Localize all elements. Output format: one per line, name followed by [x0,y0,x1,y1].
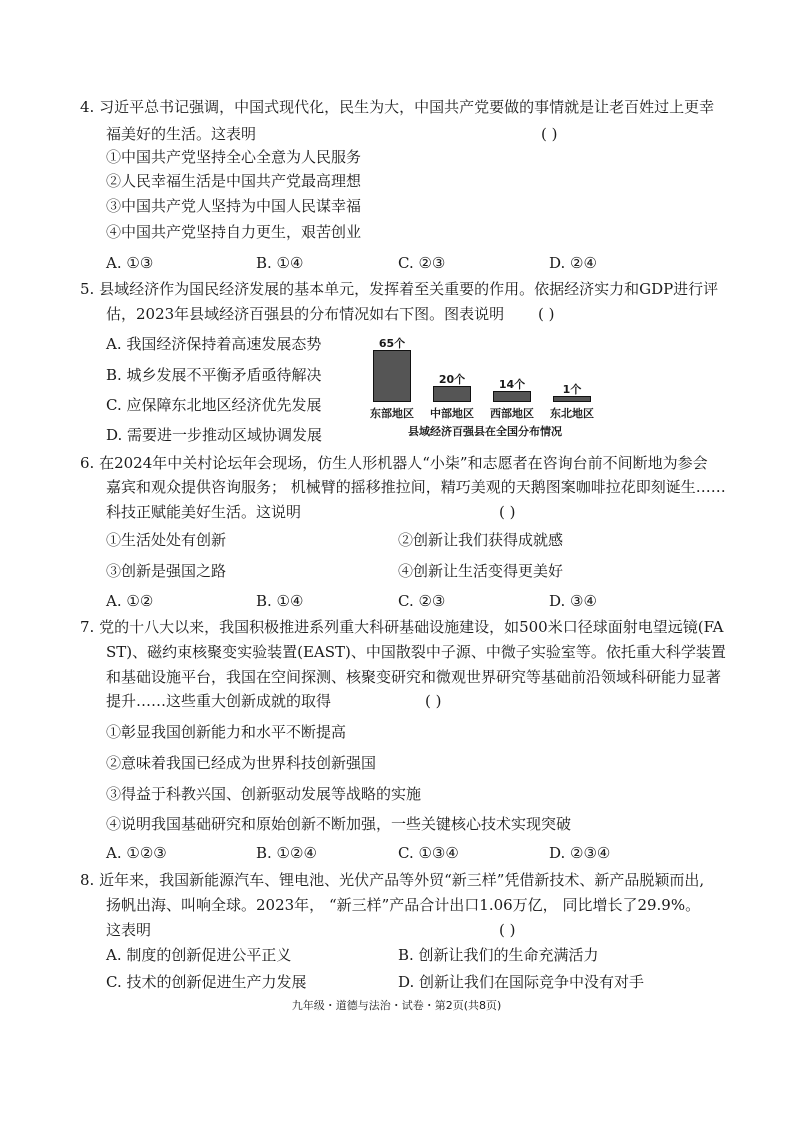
chart-value-label-3: 14个 [498,378,526,391]
q6-option-c[interactable]: C. ②③ [398,592,446,610]
chart-value-label-2: 20个 [438,373,466,386]
q7-option-d[interactable]: D. ②③④ [549,844,611,862]
q4-item-2: ②人民幸福生活是中国共产党最高理想 [106,172,362,190]
q4-option-d[interactable]: D. ②④ [549,254,597,272]
q7-item-3: ③得益于科教兴国、创新驱动发展等战略的实施 [106,785,422,803]
q7-stem-line3: 和基础设施平台，我国在空间探测、核聚变研究和微观世界研究等基础前沿领域科研能力显著 [106,668,722,686]
q8-option-a[interactable]: A. 制度的创新促进公平正义 [106,946,292,964]
q5-option-a[interactable]: A. 我国经济保持着高速发展态势 [106,335,322,353]
page-footer: 九年级・道德与法治・试卷・第2页(共8页) [291,999,502,1012]
q6-option-a[interactable]: A. ①② [106,592,154,610]
q4-item-4: ④中国共产党坚持自力更生，艰苦创业 [106,223,362,241]
q4-answer-paren[interactable]: ( ) [541,125,558,143]
q7-item-1: ①彰显我国创新能力和水平不断提高 [106,723,347,741]
q5-answer-paren[interactable]: ( ) [538,305,555,323]
q4-item-1: ①中国共产党坚持全心全意为人民服务 [106,148,362,166]
q4-item-3: ③中国共产党人坚持为中国人民谋幸福 [106,197,362,215]
q6-answer-paren[interactable]: ( ) [499,503,516,521]
q6-option-d[interactable]: D. ③④ [549,592,597,610]
chart-title: 县域经济百强县在全国分布情况 [408,425,562,438]
q4-option-a[interactable]: A. ①③ [106,254,154,272]
q4-stem-line1: 4. 习近平总书记强调，中国式现代化，民生为大，中国共产党要做的事情就是让老百姓过上更幸 [80,98,715,116]
q5-stem-line1: 5. 县域经济作为国民经济发展的基本单元，发挥着至关重要的作用。依据经济实力和GDP进行评 [80,280,719,298]
q6-option-b[interactable]: B. ①④ [256,592,304,610]
chart-value-label-1: 65个 [378,337,406,350]
q5-stem-line2: 估，2023年县域经济百强县的分布情况如右下图。图表说明 [106,305,505,323]
q5-option-c[interactable]: C. 应保障东北地区经济优先发展 [106,396,322,414]
county-economy-bar-chart [364,336,604,446]
q4-option-c[interactable]: C. ②③ [398,254,446,272]
q8-option-d[interactable]: D. 创新让我们在国际竞争中没有对手 [398,973,645,991]
chart-bar-3 [493,391,531,402]
q8-option-c[interactable]: C. 技术的创新促进生产力发展 [106,973,307,991]
q7-option-b[interactable]: B. ①②④ [256,844,317,862]
chart-bar-2 [433,386,471,402]
q8-stem-line3: 这表明 [106,921,152,939]
q6-item-4: ④创新让生活变得更美好 [398,562,564,580]
q7-stem-line1: 7. 党的十八大以来，我国积极推进系列重大科研基础设施建设，如500米口径球面射电望远镜(FA [80,618,724,636]
q6-item-2: ②创新让我们获得成就感 [398,531,564,549]
q7-item-4: ④说明我国基础研究和原始创新不断加强，一些关键核心技术实现突破 [106,815,572,833]
q4-option-b[interactable]: B. ①④ [256,254,304,272]
q6-item-3: ③创新是强国之路 [106,562,227,580]
q5-option-b[interactable]: B. 城乡发展不平衡矛盾亟待解决 [106,366,322,384]
q8-answer-paren[interactable]: ( ) [499,921,516,939]
chart-category-label-4: 东北地区 [550,407,594,420]
q6-stem-line2: 嘉宾和观众提供咨询服务； 机械臂的摇移推拉间，精巧美观的天鹅图案咖啡拉花即刻诞生…… [106,478,726,496]
chart-category-label-1: 东部地区 [370,407,414,420]
q7-option-a[interactable]: A. ①②③ [106,844,167,862]
chart-category-label-3: 西部地区 [490,407,534,420]
q7-stem-line2: ST)、磁约束核聚变实验装置(EAST)、中国散裂中子源、中微子实验室等。依托重大科学装置 [106,643,726,661]
q7-answer-paren[interactable]: ( ) [425,692,442,710]
q7-item-2: ②意味着我国已经成为世界科技创新强国 [106,754,377,772]
q8-stem-line1: 8. 近年来，我国新能源汽车、锂电池、光伏产品等外贸“新三样”凭借新技术、新产品脱颖而出, [80,871,705,889]
q4-stem-line2: 福美好的生活。这表明 [106,125,257,143]
q8-stem-line2: 扬帆出海、叫响全球。2023年， “新三样”产品合计出口1.06万亿， 同比增长了29.9%。 [106,896,701,914]
q8-option-b[interactable]: B. 创新让我们的生命充满活力 [398,946,599,964]
q7-option-c[interactable]: C. ①③④ [398,844,459,862]
q7-stem-line4: 提升……这些重大创新成就的取得 [106,692,332,710]
chart-category-label-2: 中部地区 [430,407,474,420]
q6-stem-line1: 6. 在2024年中关村论坛年会现场，仿生人形机器人“小柒”和志愿者在咨询台前不间断地为参会 [80,454,708,472]
q5-option-d[interactable]: D. 需要进一步推动区域协调发展 [106,426,323,444]
q6-item-1: ①生活处处有创新 [106,531,227,549]
q6-stem-line3: 科技正赋能美好生活。这说明 [106,503,302,521]
chart-bar-1 [373,350,411,402]
chart-value-label-4: 1个 [562,383,582,396]
